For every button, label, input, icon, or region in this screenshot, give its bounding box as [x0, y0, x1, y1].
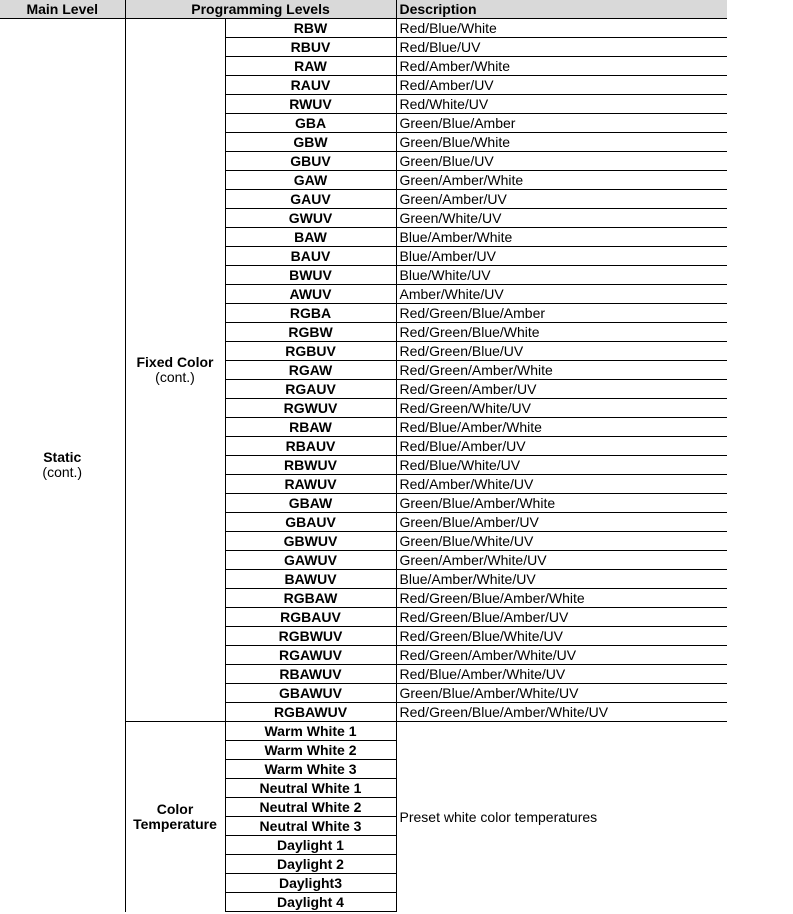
level-description: Red/Amber/White/UV	[396, 475, 727, 494]
programming-level-code: RGBA	[225, 304, 396, 323]
level-description: Red/Green/Amber/White	[396, 361, 727, 380]
programming-level-code: GBWUV	[225, 532, 396, 551]
main-level-note: (cont.)	[42, 464, 83, 481]
level-description: Red/Blue/Amber/White/UV	[396, 665, 727, 684]
programming-level-code: Neutral White 3	[225, 817, 396, 836]
programming-level-code: RGWUV	[225, 399, 396, 418]
programming-level-code: RBAUV	[225, 437, 396, 456]
level-description: Red/Amber/UV	[396, 76, 727, 95]
group-description: Preset white color temperatures	[396, 722, 727, 912]
programming-level-code: Daylight 2	[225, 855, 396, 874]
programming-level-code: Daylight 1	[225, 836, 396, 855]
header-programming-levels: Programming Levels	[125, 0, 396, 19]
header-row	[0, 0, 727, 19]
programming-level-code: GBAW	[225, 494, 396, 513]
programming-level-code: RGBUV	[225, 342, 396, 361]
programming-level-code: RGAUV	[225, 380, 396, 399]
programming-level-code: RBAW	[225, 418, 396, 437]
programming-level-code: BAWUV	[225, 570, 396, 589]
programming-level-code: BAUV	[225, 247, 396, 266]
level-description: Green/Amber/UV	[396, 190, 727, 209]
level-description: Green/Blue/Amber/White/UV	[396, 684, 727, 703]
level-description: Green/Amber/White/UV	[396, 551, 727, 570]
level-description: Red/Blue/Amber/White	[396, 418, 727, 437]
level-description: Blue/White/UV	[396, 266, 727, 285]
programming-level-code: BWUV	[225, 266, 396, 285]
level-description: Red/Green/White/UV	[396, 399, 727, 418]
level-description: Red/Green/Amber/White/UV	[396, 646, 727, 665]
level-description: Red/Green/Blue/White/UV	[396, 627, 727, 646]
programming-level-code: RBAWUV	[225, 665, 396, 684]
programming-level-code: GBAUV	[225, 513, 396, 532]
main-level-cell	[0, 19, 125, 912]
programming-level-code: RAW	[225, 57, 396, 76]
group-name-line2: Temperature	[133, 815, 217, 832]
group-name: Color	[156, 800, 194, 817]
programming-level-code: RBUV	[225, 38, 396, 57]
programming-level-code: GWUV	[225, 209, 396, 228]
level-description: Red/Green/Amber/UV	[396, 380, 727, 399]
level-description: Red/Green/Blue/Amber/White/UV	[396, 703, 727, 722]
programming-level-code: Warm White 1	[225, 722, 396, 741]
level-description: Blue/Amber/UV	[396, 247, 727, 266]
level-description: Red/Green/Blue/Amber	[396, 304, 727, 323]
programming-level-code: RGAWUV	[225, 646, 396, 665]
level-description: Amber/White/UV	[396, 285, 727, 304]
programming-level-code: BAW	[225, 228, 396, 247]
level-description: Green/Amber/White	[396, 171, 727, 190]
level-description: Red/Green/Blue/Amber/White	[396, 589, 727, 608]
programming-level-code: RBWUV	[225, 456, 396, 475]
level-description: Red/Blue/Amber/UV	[396, 437, 727, 456]
programming-level-code: RGBW	[225, 323, 396, 342]
level-description: Red/Blue/UV	[396, 38, 727, 57]
programming-level-code: Neutral White 1	[225, 779, 396, 798]
group-name: Fixed Color	[136, 354, 214, 370]
programming-level-code: Daylight 4	[225, 893, 396, 912]
level-description: Red/Green/Blue/Amber/UV	[396, 608, 727, 627]
programming-level-code: RBW	[225, 19, 396, 38]
group-note: (cont.)	[155, 369, 195, 385]
table-body	[0, 19, 727, 912]
table-row	[0, 19, 727, 38]
programming-level-code: RGBWUV	[225, 627, 396, 646]
header-description: Description	[396, 0, 727, 19]
level-description: Blue/Amber/White	[396, 228, 727, 247]
level-description: Red/White/UV	[396, 95, 727, 114]
level-description: Red/Green/Blue/UV	[396, 342, 727, 361]
programming-level-code: GAW	[225, 171, 396, 190]
level-description: Green/Blue/White	[396, 133, 727, 152]
group-name-cell	[125, 722, 225, 912]
level-description: Red/Blue/White/UV	[396, 456, 727, 475]
level-description: Blue/Amber/White/UV	[396, 570, 727, 589]
programming-level-code: Neutral White 2	[225, 798, 396, 817]
programming-level-code: RAUV	[225, 76, 396, 95]
level-description: Green/Blue/Amber/UV	[396, 513, 727, 532]
programming-level-code: RGBAWUV	[225, 703, 396, 722]
programming-level-code: RWUV	[225, 95, 396, 114]
programming-level-code: GAWUV	[225, 551, 396, 570]
level-description: Green/Blue/UV	[396, 152, 727, 171]
level-description: Red/Green/Blue/White	[396, 323, 727, 342]
group-name-cell	[125, 19, 225, 722]
programming-level-code: Warm White 3	[225, 760, 396, 779]
level-description: Green/White/UV	[396, 209, 727, 228]
programming-level-code: Daylight3	[225, 874, 396, 893]
level-description: Red/Amber/White	[396, 57, 727, 76]
programming-level-code: RGBAUV	[225, 608, 396, 627]
programming-level-code: RAWUV	[225, 475, 396, 494]
programming-level-code: GBAWUV	[225, 684, 396, 703]
programming-level-code: GBW	[225, 133, 396, 152]
level-description: Green/Blue/Amber/White	[396, 494, 727, 513]
level-description: Green/Blue/White/UV	[396, 532, 727, 551]
level-description: Red/Blue/White	[396, 19, 727, 38]
programming-level-code: GBA	[225, 114, 396, 133]
programming-level-code: RGBAW	[225, 589, 396, 608]
level-description: Green/Blue/Amber	[396, 114, 727, 133]
header-main-level: Main Level	[0, 0, 125, 19]
programming-level-code: GAUV	[225, 190, 396, 209]
programming-level-code: GBUV	[225, 152, 396, 171]
programming-level-code: RGAW	[225, 361, 396, 380]
programming-level-code: Warm White 2	[225, 741, 396, 760]
main-level-name: Static	[43, 449, 82, 466]
programming-level-code: AWUV	[225, 285, 396, 304]
